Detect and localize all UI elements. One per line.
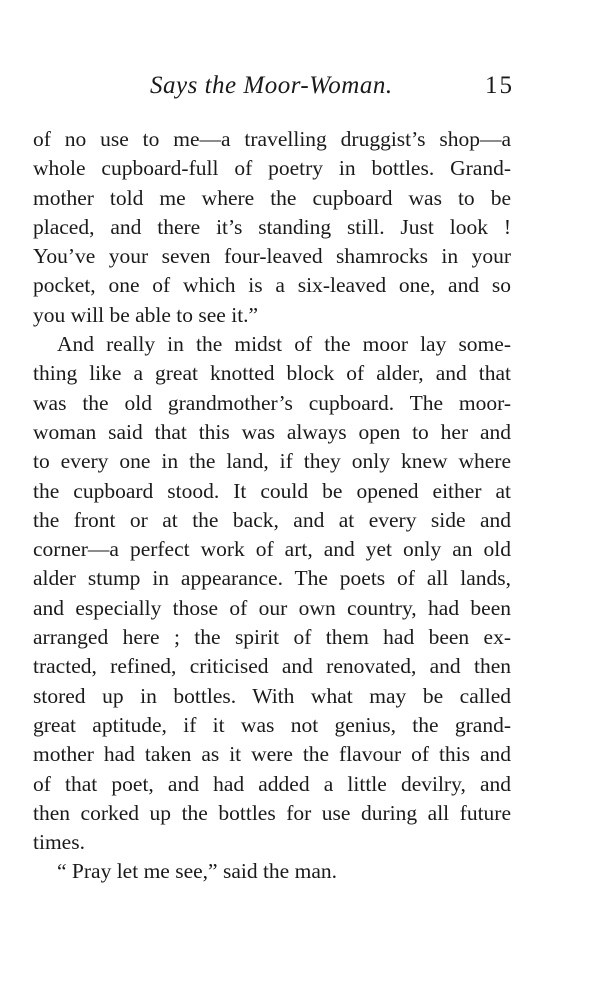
- text-line: the front or at the back, and at every side and: [33, 507, 511, 532]
- text-line: thing like a great knotted block of alder, and that: [33, 361, 511, 386]
- text-line: tracted, refined, criticised and renovated, and then: [33, 654, 511, 679]
- text-line: “ Pray let me see,” said the man.: [57, 859, 337, 884]
- text-line: was the old grandmother’s cupboard. The moor-: [33, 390, 511, 415]
- text-line: woman said that this was always open to her and: [33, 419, 511, 444]
- page-number: 15: [485, 72, 514, 99]
- text-line: great aptitude, if it was not genius, the grand-: [33, 712, 511, 737]
- text-line: you will be able to see it.”: [33, 302, 259, 327]
- paragraph: [33, 125, 511, 330]
- text-line: pocket, one of which is a six-leaved one, and so: [33, 273, 511, 298]
- paragraph: [33, 330, 511, 857]
- text-line: then corked up the bottles for use during all future: [33, 800, 511, 825]
- text-line: stored up in bottles. With what may be called: [33, 683, 511, 708]
- running-header: [0, 72, 589, 106]
- running-title: Says the Moor-Woman.: [150, 72, 393, 99]
- text-line: times.: [33, 830, 85, 855]
- body-text: [33, 125, 511, 887]
- text-line: mother had taken as it were the flavour of this and: [33, 742, 511, 767]
- text-line: placed, and there it’s standing still. Just look !: [33, 214, 511, 239]
- text-line: corner—a perfect work of art, and yet only an old: [33, 537, 511, 562]
- text-line: arranged here ; the spirit of them had been ex-: [33, 625, 511, 650]
- text-line: You’ve your seven four-leaved shamrocks in your: [33, 244, 511, 269]
- text-line: and especially those of our own country, had been: [33, 595, 511, 620]
- text-line: of that poet, and had added a little devilry, and: [33, 771, 511, 796]
- text-line: And really in the midst of the moor lay some-: [57, 332, 511, 357]
- text-line: the cupboard stood. It could be opened either at: [33, 478, 511, 503]
- paragraph: [33, 857, 511, 886]
- text-line: whole cupboard-full of poetry in bottles. Grand-: [33, 156, 511, 181]
- text-line: of no use to me—a travelling druggist’s shop—a: [33, 127, 511, 151]
- text-line: alder stump in appearance. The poets of all lands,: [33, 566, 511, 591]
- text-line: mother told me where the cupboard was to be: [33, 185, 511, 210]
- text-line: to every one in the land, if they only knew where: [33, 449, 511, 474]
